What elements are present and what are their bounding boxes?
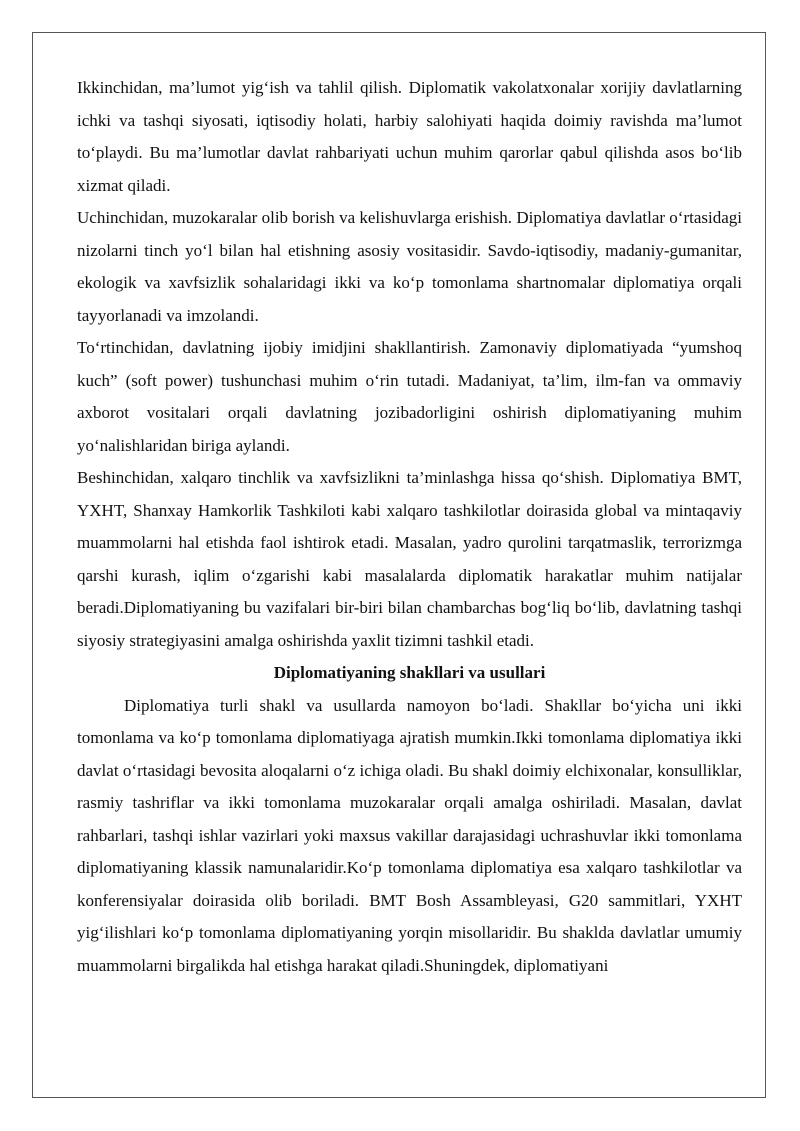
section-heading: Diplomatiyaning shakllari va usullari (273, 663, 546, 682)
paragraph-beshinchidan: Beshinchidan, xalqaro tinchlik va xavfsizlikni ta’minlashga hissa qo‘shish. Diplomatiya BMT, YXHT, Shanxay Hamkorlik Tashkiloti kabi xalqaro tashkilotlar doirasida global va mintaqaviy muammolarni hal etishda faol ishtirok etadi. Masalan, yadro qurolini tarqatmaslik, terrorizmga qarshi kurash, iqlim o‘zgarishi kabi masalalarda diplomatik harakatlar muhim natijalar beradi.Diplomatiyaning bu vazifalari bir-biri bilan chambarchas bog‘liq bo‘lib, davlatning tashqi siyosiy strategiyasini amalga oshirishda yaxlit tizimni tashkil etadi. (77, 468, 742, 650)
paragraph-diplomatiya-shakllari: Diplomatiya turli shakl va usullarda namoyon bo‘ladi. Shakllar bo‘yicha uni ikki tomonlama va ko‘p tomonlama diplomatiyaga ajratish mumkin.Ikki tomonlama diplomatiya ikki davlat o‘rtasidagi bevosita aloqalarni o‘z ichiga oladi. Bu shakl doimiy elchixonalar, konsulliklar, rasmiy tashriflar va ikki tomonlama muzokaralar orqali amalga oshiriladi. Masalan, davlat rahbarlari, tashqi ishlar vazirlari yoki maxsus vakillar darajasidagi uchrashuvlar ikki tomonlama diplomatiyaning klassik namunalaridir.Ko‘p tomonlama diplomatiya esa xalqaro tashkilotlar va konferensiyalar doirasida olib boriladi. BMT Bosh Assambleyasi, G20 sammitlari, YXHT yig‘ilishlari ko‘p tomonlama diplomatiyaning yorqin misollaridir. Bu shaklda davlatlar umumiy muammolarni birgalikda hal etishga harakat qiladi.Shuningdek, diplomatiyani (77, 695, 742, 975)
document-body (77, 72, 742, 982)
paragraph-ikkinchidan: Ikkinchidan, ma’lumot yig‘ish va tahlil qilish. Diplomatik vakolatxonalar xorijiy davlatlarning ichki va tashqi siyosati, iqtisodiy holati, harbiy salohiyati haqida doimiy ravishda ma’lumot to‘playdi. Bu ma’lumotlar davlat rahbariyati uchun muhim qarorlar qabul qilishda asos bo‘lib xizmat qiladi. (77, 78, 742, 195)
paragraph-tortinchidan: To‘rtinchidan, davlatning ijobiy imidjini shakllantirish. Zamonaviy diplomatiyada “yumshoq kuch” (soft power) tushunchasi muhim o‘rin tutadi. Madaniyat, ta’lim, ilm-fan va ommaviy axborot vositalari orqali davlatning jozibadorligini oshirish diplomatiyaning muhim yo‘nalishlaridan biriga aylandi. (77, 338, 742, 455)
paragraph-uchinchidan: Uchinchidan, muzokaralar olib borish va kelishuvlarga erishish. Diplomatiya davlatlar o‘rtasidagi nizolarni tinch yo‘l bilan hal etishning asosiy vositasidir. Savdo-iqtisodiy, madaniy-gumanitar, ekologik va xavfsizlik sohalaridagi ikki va ko‘p tomonlama shartnomalar diplomatiya orqali tayyorlanadi va imzolandi. (77, 208, 742, 325)
